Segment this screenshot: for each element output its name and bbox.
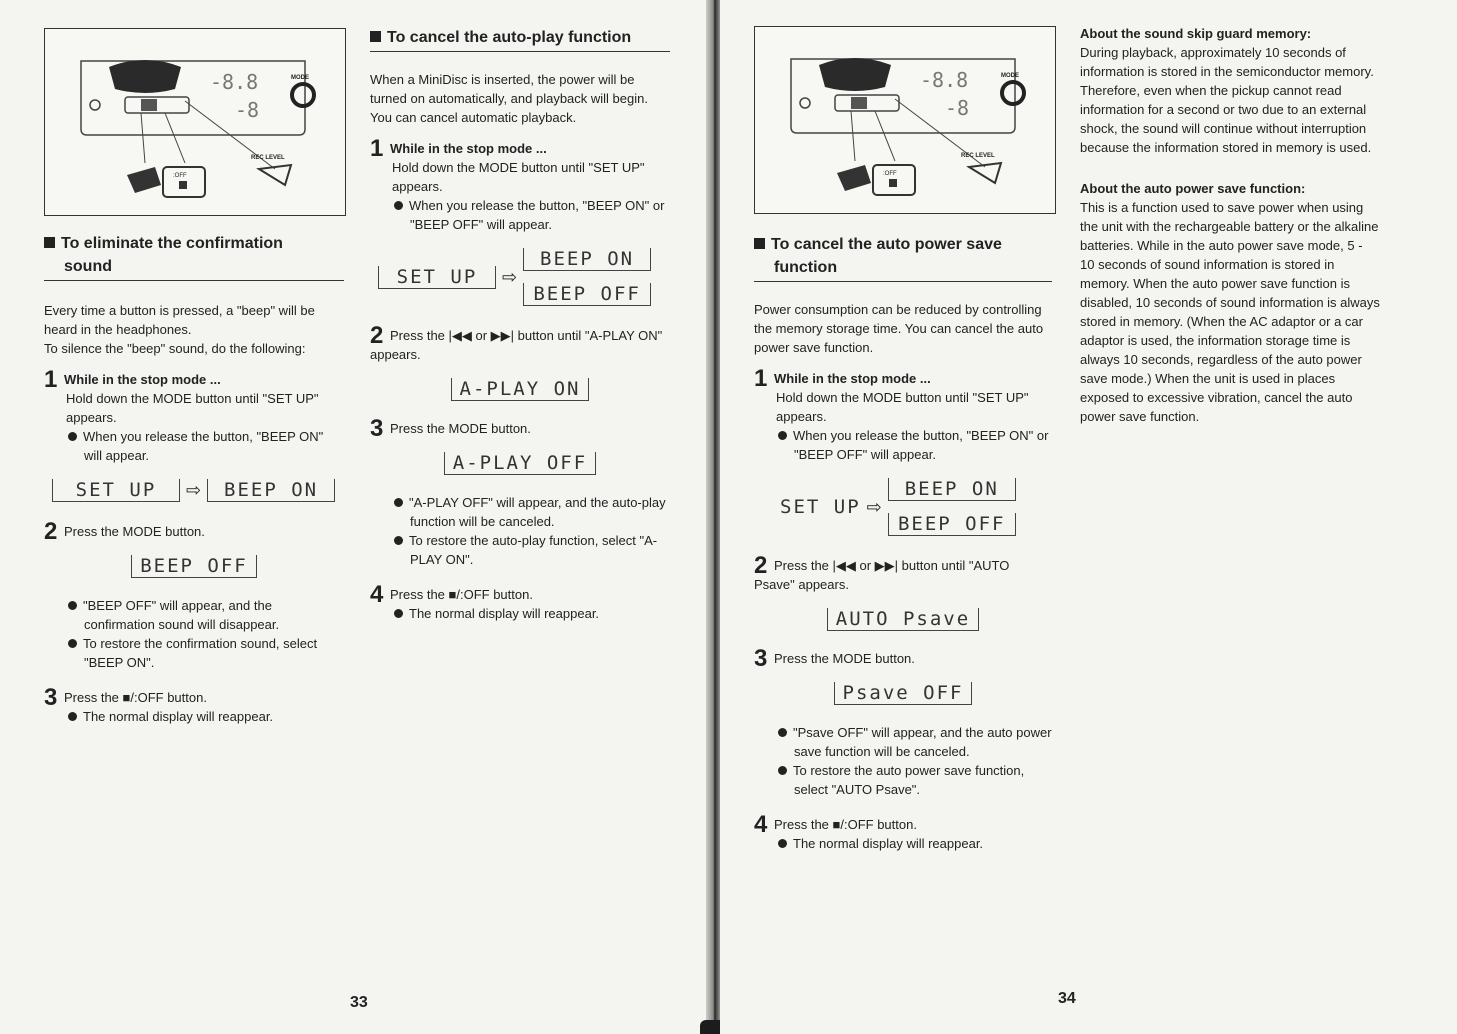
lcd-wrap <box>754 608 1052 631</box>
right-column-1 <box>754 233 1052 859</box>
square-bullet-icon <box>44 237 55 248</box>
step-heading: Press the ■/:OFF button. <box>774 817 917 832</box>
step-heading: While in the stop mode ... <box>64 372 221 387</box>
off-label: :OFF <box>173 173 187 179</box>
step-body: Hold down the MODE button until "SET UP" appears. <box>392 160 645 194</box>
step-heading: While in the stop mode ... <box>390 141 547 156</box>
lcd-display: A-PLAY OFF <box>444 452 596 475</box>
block-title: About the auto power save function: <box>1080 181 1306 196</box>
arrow-right-icon: ⇨ <box>502 266 518 287</box>
device-illustration-left <box>44 28 346 216</box>
rec-level-label: REC LEVEL <box>961 153 995 159</box>
mode-label: MODE <box>291 75 309 81</box>
step-bullet: When you release the button, "BEEP ON" or "BEEP OFF" will appear. <box>370 196 670 234</box>
title-line1: To cancel the auto power save <box>771 236 1002 253</box>
bullet-dot-icon <box>778 839 787 848</box>
step-number: 1 <box>754 365 768 392</box>
device-drawing <box>755 27 1055 213</box>
step-bullet: When you release the button, "BEEP ON" or "BEEP OFF" will appear. <box>754 426 1052 464</box>
step-bullet: To restore the auto power save function, select "AUTO Psave". <box>754 761 1052 799</box>
lcd-display: BEEP OFF <box>131 555 257 578</box>
lcd-wrap <box>370 378 670 401</box>
step-bullet: "A-PLAY OFF" will appear, and the auto-play function will be canceled. <box>370 493 670 531</box>
lcd-stack <box>888 478 1016 536</box>
page-number: 34 <box>1058 990 1076 1007</box>
step-number: 3 <box>44 684 58 711</box>
square-bullet-icon <box>370 31 381 42</box>
lcd-sequence <box>754 478 1052 536</box>
lcd-display: SET UP <box>378 266 496 289</box>
section-title-auto-power-save <box>754 233 1052 282</box>
bullet-dot-icon <box>394 498 403 507</box>
left-page <box>0 0 708 1034</box>
bullet-dot-icon <box>68 601 77 610</box>
step-bullet: "BEEP OFF" will appear, and the confirmation sound will disappear. <box>44 596 344 634</box>
step-1 <box>44 366 344 502</box>
step-4 <box>754 811 1052 853</box>
mode-label: MODE <box>1001 73 1019 79</box>
lcd-display: BEEP OFF <box>523 283 651 306</box>
step-number: 2 <box>370 322 384 349</box>
bullet-dot-icon <box>778 766 787 775</box>
step-heading: Press the MODE button. <box>64 524 205 539</box>
bullet-dot-icon <box>68 712 77 721</box>
lcd-display: BEEP ON <box>523 248 651 271</box>
lcd-display: AUTO Psave <box>827 608 979 631</box>
intro-text: When a MiniDisc is inserted, the power will be turned on automatically, and playback will begin. You can cancel automatic playback. <box>370 72 648 125</box>
step-body: Hold down the MODE button until "SET UP" appears. <box>776 390 1029 424</box>
step-1 <box>370 135 670 306</box>
step-number: 1 <box>370 135 384 162</box>
bullet-dot-icon <box>394 609 403 618</box>
step-3 <box>754 645 1052 799</box>
title-line2: function <box>774 259 838 276</box>
lcd-display: BEEP ON <box>207 479 335 502</box>
step-heading: Press the MODE button. <box>774 651 915 666</box>
device-illustration-right <box>754 26 1056 214</box>
step-number: 1 <box>44 366 58 393</box>
step-heading: Press the MODE button. <box>390 421 531 436</box>
step-2 <box>754 552 1052 631</box>
step-number: 2 <box>44 518 58 545</box>
step-bullet: When you release the button, "BEEP ON" will appear. <box>44 427 344 465</box>
step-3 <box>44 684 344 726</box>
section-title-confirmation-sound <box>44 232 344 281</box>
bullet-dot-icon <box>394 536 403 545</box>
title-text: To cancel the auto-play function <box>387 29 632 46</box>
arrow-right-icon: ⇨ <box>866 496 882 517</box>
bullet-dot-icon <box>778 728 787 737</box>
lcd-sequence <box>370 248 670 306</box>
step-1 <box>754 365 1052 536</box>
svg-text:-8: -8 <box>235 98 260 122</box>
step-heading: While in the stop mode ... <box>774 371 931 386</box>
right-page <box>720 0 1457 1034</box>
step-bullet: "Psave OFF" will appear, and the auto power save function will be canceled. <box>754 723 1052 761</box>
lcd-sequence <box>44 479 344 502</box>
lcd-wrap <box>754 682 1052 705</box>
step-2 <box>44 518 344 672</box>
step-number: 3 <box>754 645 768 672</box>
page-number: 33 <box>350 994 368 1011</box>
bullet-dot-icon <box>778 431 787 440</box>
step-bullet: The normal display will reappear. <box>44 707 344 726</box>
device-drawing <box>45 29 345 215</box>
arrow-right-icon: ⇨ <box>186 480 202 500</box>
step-bullet: The normal display will reappear. <box>370 604 670 623</box>
title-line1: To eliminate the confirmation <box>61 235 283 252</box>
bullet-dot-icon <box>68 639 77 648</box>
svg-text:-8.8: -8.8 <box>920 68 969 92</box>
bullet-dot-icon <box>68 432 77 441</box>
step-2 <box>370 322 670 401</box>
sound-skip-guard-block <box>1080 24 1380 157</box>
bullet-dot-icon <box>394 201 403 210</box>
step-number: 4 <box>370 581 384 608</box>
svg-text:-8: -8 <box>945 96 970 120</box>
step-bullet: The normal display will reappear. <box>754 834 1052 853</box>
lcd-display: SET UP <box>780 495 861 518</box>
title-line2: sound <box>64 258 112 275</box>
lcd-display: Psave OFF <box>834 682 973 705</box>
intro-text: Power consumption can be reduced by controlling the memory storage time. You can cancel the auto power save function. <box>754 302 1044 355</box>
section-title-auto-play <box>370 26 670 52</box>
step-heading: Press the |◀◀ or ▶▶| button until "A-PLAY ON" appears. <box>370 328 663 362</box>
lcd-display: A-PLAY ON <box>451 378 590 401</box>
auto-power-save-block <box>1080 179 1380 426</box>
right-sidebar <box>1080 24 1380 448</box>
lcd-wrap <box>44 555 344 578</box>
step-number: 3 <box>370 415 384 442</box>
square-bullet-icon <box>754 238 765 249</box>
step-heading: Press the |◀◀ or ▶▶| button until "AUTO Psave" appears. <box>754 558 1010 592</box>
step-3 <box>370 415 670 569</box>
step-bullet: To restore the confirmation sound, select "BEEP ON". <box>44 634 344 672</box>
block-title: About the sound skip guard memory: <box>1080 26 1312 41</box>
lcd-wrap <box>370 452 670 475</box>
intro-text-2: To silence the "beep" sound, do the following: <box>44 341 306 356</box>
block-text: This is a function used to save power when using the unit with the rechargeable battery or the alkaline batteries. While in the auto power save mode, 5 - 10 seconds of sound information is stored in memory. When the auto power save function is disabled, 10 seconds of sound information is always stored in memory. (When the AC adaptor or a car adaptor is used, the information storage time is always 10 seconds, regardless of the auto power save mode.) When the unit is used in places exposed to excessive vibration, cancel the auto power save function. <box>1080 200 1380 424</box>
lcd-stack <box>523 248 651 306</box>
svg-text:-8.8: -8.8 <box>210 70 259 94</box>
lcd-display: SET UP <box>52 479 180 502</box>
step-bullet: To restore the auto-play function, select "A-PLAY ON". <box>370 531 670 569</box>
step-body: Hold down the MODE button until "SET UP" appears. <box>66 391 319 425</box>
step-heading: Press the ■/:OFF button. <box>390 587 533 602</box>
step-number: 4 <box>754 811 768 838</box>
intro-text-1: Every time a button is pressed, a "beep" will be heard in the headphones. <box>44 303 315 337</box>
left-column-2 <box>370 26 670 629</box>
step-heading: Press the ■/:OFF button. <box>64 690 207 705</box>
lcd-display: BEEP OFF <box>888 513 1016 536</box>
left-column-1 <box>44 232 344 732</box>
off-label: :OFF <box>883 171 897 177</box>
rec-level-label: REC LEVEL <box>251 155 285 161</box>
block-text: During playback, approximately 10 seconds of information is stored in the semiconductor memory. Therefore, even when the pickup cannot read information for a second or two due to an external shock, the sound will continue without interruption because the information stored in memory is used. <box>1080 45 1374 155</box>
lcd-display: BEEP ON <box>888 478 1016 501</box>
step-4 <box>370 581 670 623</box>
step-number: 2 <box>754 552 768 579</box>
